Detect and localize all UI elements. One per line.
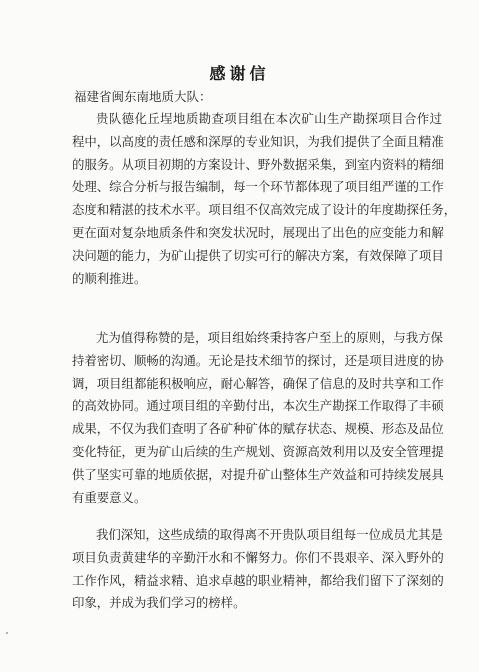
paragraph-line: 贵队德化丘埕地质勘查项目组在本次矿山生产勘探项目合作过 <box>96 111 442 126</box>
paragraph-line: 尤为值得称赞的是，项目组始终秉持客户至上的原则，与我方保 <box>96 330 443 345</box>
paragraph-3 <box>72 524 442 615</box>
paragraph-line: 处理、综合分析与报告编制，每一个环节都体现了项目组严谨的工作 <box>72 179 444 195</box>
paragraph-line: 项目负责黄建华的辛勤汗水和不懈努力。你们不畏艰辛、深入野外的 <box>72 549 444 565</box>
paragraph-line: 印象，并成为我们学习的榜样。 <box>72 595 246 611</box>
paragraph-line: 的高效协同。通过项目组的辛勤付出，本次生产勘探工作取得了丰硕 <box>72 398 444 414</box>
paragraph-line: 程中，以高度的责任感和深厚的专业知识，为我们提供了全面且精准 <box>72 133 444 149</box>
paragraph-line: 的服务。从项目初期的方案设计、野外数据采集，到室内资料的精细 <box>72 156 444 172</box>
scan-artifact <box>6 632 8 634</box>
paragraph-line: 更在面对复杂地质条件和突发状况时，展现出了出色的应变能力和解 <box>72 224 444 240</box>
paragraph-line: 调，项目组都能积极响应，耐心解答，确保了信息的及时共享和工作 <box>72 375 444 391</box>
paragraph-line: 我们深知，这些成绩的取得离不开贵队项目组每一位成员尤其是 <box>96 527 443 542</box>
paragraph-line: 供了坚实可靠的地质依据，对提升矿山整体生产效益和可持续发展具 <box>72 466 444 482</box>
paragraph-line: 的顺利推进。 <box>72 270 147 286</box>
paragraph-2 <box>72 327 442 509</box>
paragraph-line: 工作作风，精益求精、追求卓越的职业精神，都给我们留下了深刻的 <box>72 572 444 588</box>
letter-salutation: 福建省闽东南地质大队： <box>74 89 212 104</box>
paragraph-1 <box>72 108 457 290</box>
paragraph-line: 变化特征，更为矿山后续的生产规划、资源高效利用以及安全管理提 <box>72 443 444 459</box>
paragraph-line: 成果，不仅为我们查明了各矿种矿体的赋存状态、规模、形态及品位 <box>72 421 444 437</box>
paragraph-line: 有重要意义。 <box>72 489 147 505</box>
paragraph-line: 决问题的能力，为矿山提供了切实可行的解决方案，有效保障了项目 <box>72 247 444 263</box>
paragraph-line: 态度和精湛的技术水平。项目组不仅高效完成了设计的年度勘探任务， <box>72 202 457 218</box>
letter-title: 感谢信 <box>209 64 270 83</box>
paragraph-line: 持着密切、顺畅的沟通。无论是技术细节的探讨，还是项目进度的协 <box>72 352 444 368</box>
